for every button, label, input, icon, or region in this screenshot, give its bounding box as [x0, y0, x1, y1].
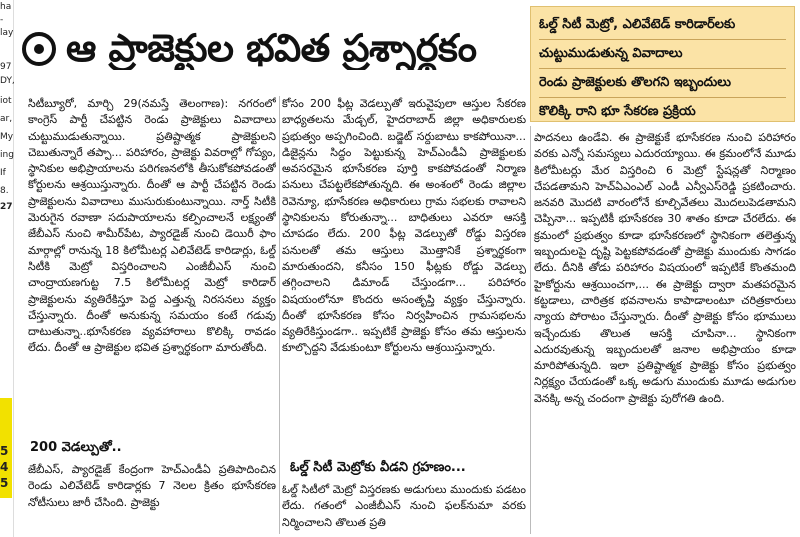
edge-fragment: 8. [0, 186, 9, 196]
edge-fragment: 4 [0, 460, 9, 474]
edge-fragment: ing [0, 150, 14, 160]
edge-fragment: - [0, 15, 4, 25]
body-column-3 [534, 130, 796, 530]
edge-fragment: ha [0, 2, 12, 12]
deck-line: రెండు ప్రాజెక్టులకు తొలగని ఇబ్బందులు [539, 69, 786, 98]
edge-fragment: iot [0, 96, 12, 106]
edge-fragment: 5 [0, 476, 9, 490]
deck-line: చుట్టుముడుతున్న వివాదాలు [539, 40, 786, 69]
edge-fragment: lay [0, 28, 14, 38]
deck-line: కొలిక్కి రాని భూ సేకరణ ప్రక్రియ [539, 104, 696, 119]
headline: ఆ ప్రాజెక్టుల భవిత ప్రశ్నార్థకం [66, 28, 477, 70]
body-paragraph: సిటీబ్యూరో, మార్చి 29(నమస్తే తెలంగాణ): నగరంలో కాంగ్రెస్ పార్టీ చేపట్టిన రెండు ప్రాజెక్టులు వివాదాలు చుట్టుముడుతున్నాయి. ప్రతిష్టాత్మక ప్రాజెక్టులని చెబుతున్నారే తప్పా... పరిహారం, ప్రాజెక్టు వివరాల్లో గోప్యం, స్థానికుల అభిప్రాయాలను పరిగణనలోకి తీసుకోకపోవడంతో కోర్టులను ఆశ్రయిస్తున్నారు. దీంతో ఆ పార్టీ చేపట్టిన రెండు ప్రాజెక్టులను వివాదాలు ముసురుకుంటున్నాయి. నార్త్ సిటీకి మెరుగైన రవాణా సదుపాయాలను కల్పించాలనే లక్ష్యంతో జేబీఎస్ నుంచి శామీర్‌పేట, ప్యారడైజ్ నుంచి డెయిరీ ఫాం మార్గాల్లో రానున్న 18 కిలోమీటర్ల ఎలివేటెడ్ కారిడార్లు, ఓల్డ్ సిటీకి మెట్రో విస్తరించాలని ఎంజీబీఎస్ నుంచి చాంద్రాయణగుట్ట 7.5 కిలోమీటర్ల మెట్రో కారిడార్ ప్రాజెక్టులను వ్యతిరేకిస్తూ పెద్ద ఎత్తున్న నిరసనలు వ్యక్తం చేస్తున్నారు. దీంతో అనుకున్న సమయం కంటే గడువు దాటుతున్నా..భూసేకరణ వ్యవహారాలు కొలిక్కి రావడం లేదు. దీంతో ఆ ప్రాజెక్టుల భవిత ప్రశ్నార్థకంగా మారుతోంది. [28, 97, 276, 355]
body-column-2-continued [282, 482, 526, 534]
edge-fragment: 27 [0, 202, 13, 212]
edge-fragment: 5 [0, 444, 9, 458]
subhead-200-width: 200 వెడల్పుతో.. [30, 440, 122, 455]
body-paragraph: కోసం 200 ఫీట్ల వెడల్పుతో ఇరువైపులా ఆస్తుల సేకరణ బాధ్యతలను మేడ్చల్, హైదరాబాద్ జిల్లా అధికారులకు ప్రభుత్వం అప్పగించింది. బడ్జెట్ సర్దుబాటు కాకపోయినా... డిజైన్లను సిద్ధం పెట్టుకున్న హెచ్‌ఎండీఏ ప్రాజెక్టులకు అవసరమైన భూసేకరణ పూర్తి కాకపోవడంతో నిర్మాణ పనులు చేపట్టలేకపోతున్నది. ఈ అంశంలో రెండు జిల్లాల రెవెన్యూ, భూసేకరణ అధికారులు గ్రామ సభలకు రావాలని స్థానికులను కోరుతున్నా... బాధితులు ఎవరూ ఆసక్తి చూపడం లేదు. 200 ఫీట్ల వెడల్పుతో రోడ్డు విస్తరణ పనులతో తమ ఆస్తులు మొత్తానికే ప్రశ్నార్థకంగా మారుతుందని, కనీసం 150 ఫీట్లకు రోడ్డు వెడల్పు తగ్గించాలని డిమాండ్ చేస్తుండగా... పరిహారం విషయంలోనూ కొందరు అసంతృప్తి వ్యక్తం చేస్తున్నారు. దీంతో భూసేకరణ కోసం నిర్వహించిన గ్రామసభలను వ్యతిరేకిస్తుండగా.. ఇప్పటికే ప్రాజెక్టు కోసం తమ ఆస్తులను కూల్చొద్దని వేడుకుంటూ కోర్టులను ఆశ్రయిస్తున్నారు. [282, 97, 526, 355]
body-paragraph: జేబీఎస్, ప్యారడైజ్ కేంద్రంగా హెచ్‌ఎండీఏ ప్రతిపాదించిన రెండు ఎలివేటెడ్ కారిడార్లకు 7 నెలల క్రితం భూసేకరణ నోటీసులు జారీ చేసింది. ప్రాజెక్టు [28, 463, 276, 509]
deck-line: ఓల్డ్ సిటీ మెట్రో, ఎలివేటెడ్ కారిడార్‌లకు [539, 11, 786, 40]
body-column-1 [28, 96, 276, 436]
deck-box [530, 6, 795, 122]
body-column-2 [282, 96, 526, 466]
article-headline-block [22, 8, 512, 90]
body-paragraph: పాదనలు ఉండేవి. ఈ ప్రాజెక్టుకే భూసేకరణ నుంచి పరిహారం వరకు ఎన్నో సమస్యలు ఎదురయ్యాయి. ఈ క్రమంలోనే మూడు కిలోమీటర్లు మేర విస్తరించి 6 మెట్రో స్టేషన్లతో నిర్మాణం చేపడతామని హెచ్‌ఏఎంఎల్ ఎండీ ఎన్వీఎస్‌రెడ్డి ప్రకటించారు. జనవరి మొదటి వారంలోనే కూల్చివేతలు మొదలుపెడతామని చెప్పినా... ఇప్పటికీ భూసేకరణ 30 శాతం కూడా చేరలేదు. ఈ క్రమంలో ప్రభుత్వం కూడా భూసేకరణలో స్థానికంగా తలెత్తున్న ఇబ్బందులపై దృష్టి పెట్టకపోవడంతో ప్రాజెక్టు ముందుకు సాగడం లేదు. దీనికి తోడు పరిహారం విషయంలో ఇప్పటికే కొంతమంది హైకోర్టును ఆశ్రయించగా,... ఈ ప్రాజెక్టు ద్వారా మతపరమైన కట్టడాలు, చారిత్రక భవనాలను కాపాడాలంటూ చరిత్రకారులు న్యాయ పోరాటం చేస్తున్నారు. దీంతో ప్రాజెక్టు కోసం భూములు ఇచ్చేందుకు తొలుత ఆసక్తి చూపినా... స్థానికంగా ఎదురవుతున్న ఇబ్బందులతో జనాల అభిప్రాయం కూడా మారిపోతున్నది. ఇలా ప్రతిష్టాత్మక ప్రాజెక్టు కోసం ప్రభుత్వం నిర్లక్ష్యం చేయడంతో ఒక్క అడుగు ముందుకు మూడు అడుగుల వెనక్కి అన్న చందంగా ప్రాజెక్టు పురోగతి ఉంది. [534, 131, 796, 405]
adjacent-page-strip [0, 0, 14, 537]
edge-fragment: If [0, 168, 6, 178]
column-divider [530, 126, 531, 534]
edge-fragment: My [0, 132, 14, 142]
subhead-old-city-metro: ఓల్డ్ సిటీ మెట్రోకు వీడని గ్రహణం... [290, 460, 466, 475]
column-divider [279, 96, 280, 534]
edge-fragment: ar, [0, 114, 13, 124]
bullet-ring-icon [22, 32, 56, 66]
edge-fragment: DY, [0, 76, 15, 86]
edge-fragment: 97 [0, 62, 12, 72]
body-paragraph: ఓల్డ్ సిటీలో మెట్రో విస్తరణకు అడుగులు ముందుకు పడటం లేదు. గతంలో ఎంజీబీఎస్ నుంచి ఫలక్‌నుమా వరకు నిర్మించాలని తొలుత ప్రతి [282, 483, 526, 529]
body-column-1-continued [28, 462, 276, 532]
